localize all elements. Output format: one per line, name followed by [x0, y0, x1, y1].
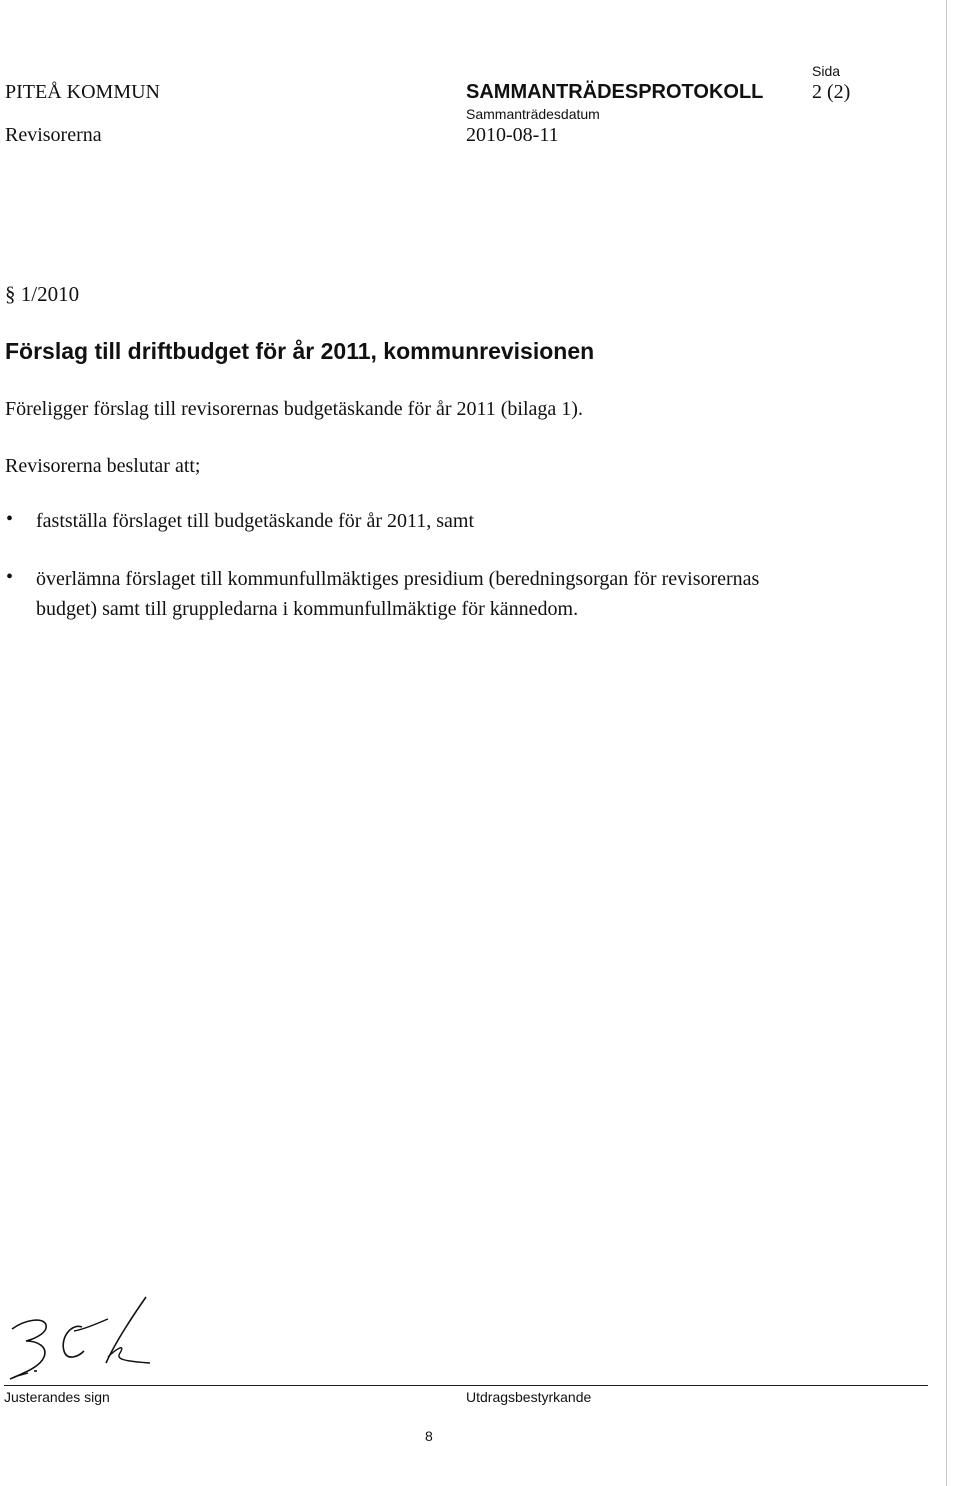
document-type: SAMMANTRÄDESPROTOKOLL — [466, 81, 764, 103]
extract-certification-label: Utdragsbestyrkande — [466, 1389, 592, 1405]
organization-name: PITEÅ KOMMUN — [5, 81, 160, 103]
intro-paragraph: Föreligger förslag till revisorernas budgetäskande för år 2011 (bilaga 1). — [5, 398, 583, 420]
scan-edge-line — [946, 0, 947, 1486]
department-name: Revisorerna — [5, 124, 102, 146]
footer-page-number: 8 — [425, 1428, 433, 1444]
decision-item — [36, 564, 759, 624]
bullet-marker: • — [6, 566, 14, 588]
section-number: § 1/2010 — [5, 282, 80, 306]
section-title: Förslag till driftbudget för år 2011, kommunrevisionen — [5, 338, 595, 364]
decision-line: fastställa förslaget till budgetäskande för år 2011, samt — [36, 510, 475, 532]
page-number: 2 (2) — [812, 81, 851, 103]
decision-line: överlämna förslaget till kommunfullmäktiges presidium (beredningsorgan för revisorernas — [36, 568, 760, 590]
page-label: Sida — [812, 63, 841, 79]
decision-line: budget) samt till gruppledarna i kommunfullmäktige för kännedom. — [36, 598, 579, 620]
bullet-marker: • — [6, 508, 14, 530]
handwritten-signature — [4, 1293, 154, 1387]
meeting-date: 2010-08-11 — [466, 124, 559, 146]
signature-line — [4, 1385, 928, 1386]
decision-item — [36, 506, 474, 536]
decision-lead: Revisorerna beslutar att; — [5, 455, 201, 477]
adjuster-sign-label: Justerandes sign — [4, 1389, 110, 1405]
meeting-date-label: Sammanträdesdatum — [466, 106, 600, 122]
